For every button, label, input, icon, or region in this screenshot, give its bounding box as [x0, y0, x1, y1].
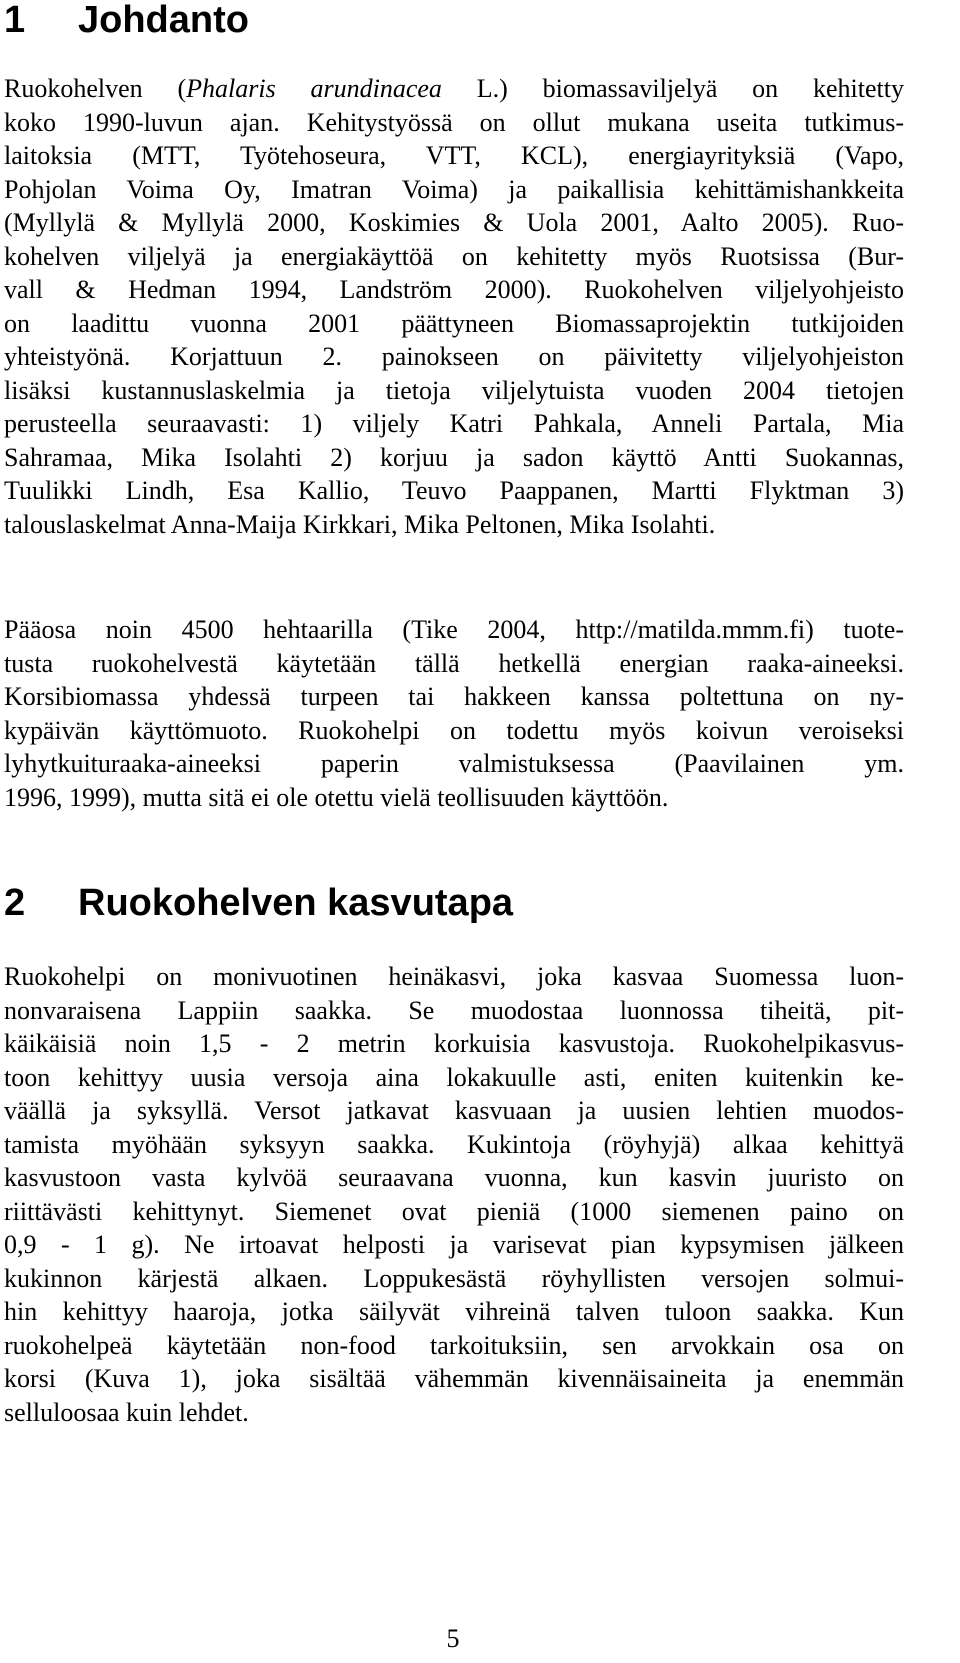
paragraph: [4, 613, 904, 814]
text-line: (Myllylä & Myllylä 2000, Koskimies & Uola 2001, Aalto 2005). Ruo-: [4, 208, 904, 237]
text-line: yhteistyönä. Korjattuun 2. painokseen on päivitetty viljelyohjeiston: [4, 342, 904, 371]
section-title: Ruokohelven kasvutapa: [78, 882, 514, 924]
text-line: talouslaskelmat Anna-Maija Kirkkari, Mika Peltonen, Mika Isolahti.: [4, 509, 716, 539]
text-line: 0,9 - 1 g). Ne irtoavat helposti ja varisevat pian kypsymisen jälkeen: [4, 1230, 904, 1259]
text-line: tusta ruokohelvestä käytetään tällä hetkellä energian raaka-aineeksi.: [4, 648, 904, 678]
text-line: perusteella seuraavasti: 1) viljely Katri Pahkala, Anneli Partala, Mia: [4, 409, 904, 438]
text-line: Pohjolan Voima Oy, Imatran Voima) ja paikallisia kehittämishankkeita: [4, 174, 904, 204]
page-number: 5: [446, 1624, 460, 1653]
text-line: laitoksia (MTT, Työtehoseura, VTT, KCL), energiayrityksiä (Vapo,: [4, 141, 904, 170]
text-line: väällä ja syksyllä. Versot jatkavat kasvuaan ja uusien lehtien muodos-: [4, 1096, 904, 1125]
paragraph: [4, 72, 904, 541]
text-line: on laadittu vuonna 2001 päättyneen Biomassaprojektin tutkijoiden: [4, 308, 904, 338]
text-line: hin kehittyy haaroja, jotka säilyvät vihreinä talven tuloon saakka. Kun: [4, 1297, 904, 1326]
text-line: riittävästi kehittynyt. Siemenet ovat pieniä (1000 siemenen paino on: [4, 1196, 904, 1226]
text-line: Ruokohelven (Phalaris arundinacea L.) biomassaviljelyä on kehitetty: [4, 74, 904, 103]
text-line: toon kehittyy uusia versoja aina lokakuulle asti, eniten kuitenkin ke-: [4, 1062, 904, 1092]
text-line: ruokohelpeä käytetään non-food tarkoituksiin, sen arvokkain osa on: [4, 1330, 904, 1360]
text-line: kasvustoon vasta kylvöä seuraavana vuonna, kun kasvin juuristo on: [4, 1163, 904, 1192]
text-line: selluloosaa kuin lehdet.: [4, 1397, 249, 1427]
text-line: kypäivän käyttömuoto. Ruokohelpi on todettu myös koivun veroiseksi: [4, 715, 904, 745]
section-heading-1: [4, 0, 249, 40]
text-line: Pääosa noin 4500 hehtaarilla (Tike 2004, http://matilda.mmm.fi) tuote-: [4, 615, 904, 644]
text-line: nonvaraisena Lappiin saakka. Se muodostaa luonnossa tiheitä, pit-: [4, 995, 904, 1025]
section-number: 1: [4, 0, 26, 41]
text-line: Korsibiomassa yhdessä turpeen tai hakkeen kanssa poltettuna on ny-: [4, 682, 904, 711]
text-line: Tuulikki Lindh, Esa Kallio, Teuvo Paappanen, Martti Flyktman 3): [4, 476, 904, 505]
text-line: korsi (Kuva 1), joka sisältää vähemmän kivennäisaineita ja enemmän: [4, 1364, 904, 1393]
text-line: tamista myöhään syksyyn saakka. Kukintoja (röyhyjä) alkaa kehittyä: [4, 1129, 904, 1159]
text-line: 1996, 1999), mutta sitä ei ole otettu vielä teollisuuden käyttöön.: [4, 782, 669, 812]
text-line: koko 1990-luvun ajan. Kehitystyössä on ollut mukana useita tutkimus-: [4, 107, 904, 137]
section-number: 2: [4, 882, 26, 924]
section-title: Johdanto: [78, 0, 249, 41]
text-line: Ruokohelpi on monivuotinen heinäkasvi, joka kasvaa Suomessa luon-: [4, 962, 904, 991]
text-line: lisäksi kustannuslaskelmia ja tietoja viljelytuista vuoden 2004 tietojen: [4, 375, 904, 405]
text-line: kukinnon kärjestä alkaen. Loppukesästä röyhyllisten versojen solmui-: [4, 1263, 904, 1293]
text-line: käikäisiä noin 1,5 - 2 metrin korkuisia kasvustoja. Ruokohelpikasvus-: [4, 1029, 904, 1058]
text-line: Sahramaa, Mika Isolahti 2) korjuu ja sadon käyttö Antti Suokannas,: [4, 442, 904, 472]
paragraph: [4, 960, 904, 1429]
text-line: vall & Hedman 1994, Landström 2000). Ruokohelven viljelyohjeisto: [4, 275, 904, 304]
section-heading-2: [4, 883, 513, 923]
latin-name: Phalaris arundinacea: [186, 74, 442, 103]
text-line: kohelven viljelyä ja energiakäyttöä on kehitetty myös Ruotsissa (Bur-: [4, 241, 904, 271]
text-line: lyhytkuituraaka-aineeksi paperin valmistuksessa (Paavilainen ym.: [4, 749, 904, 778]
